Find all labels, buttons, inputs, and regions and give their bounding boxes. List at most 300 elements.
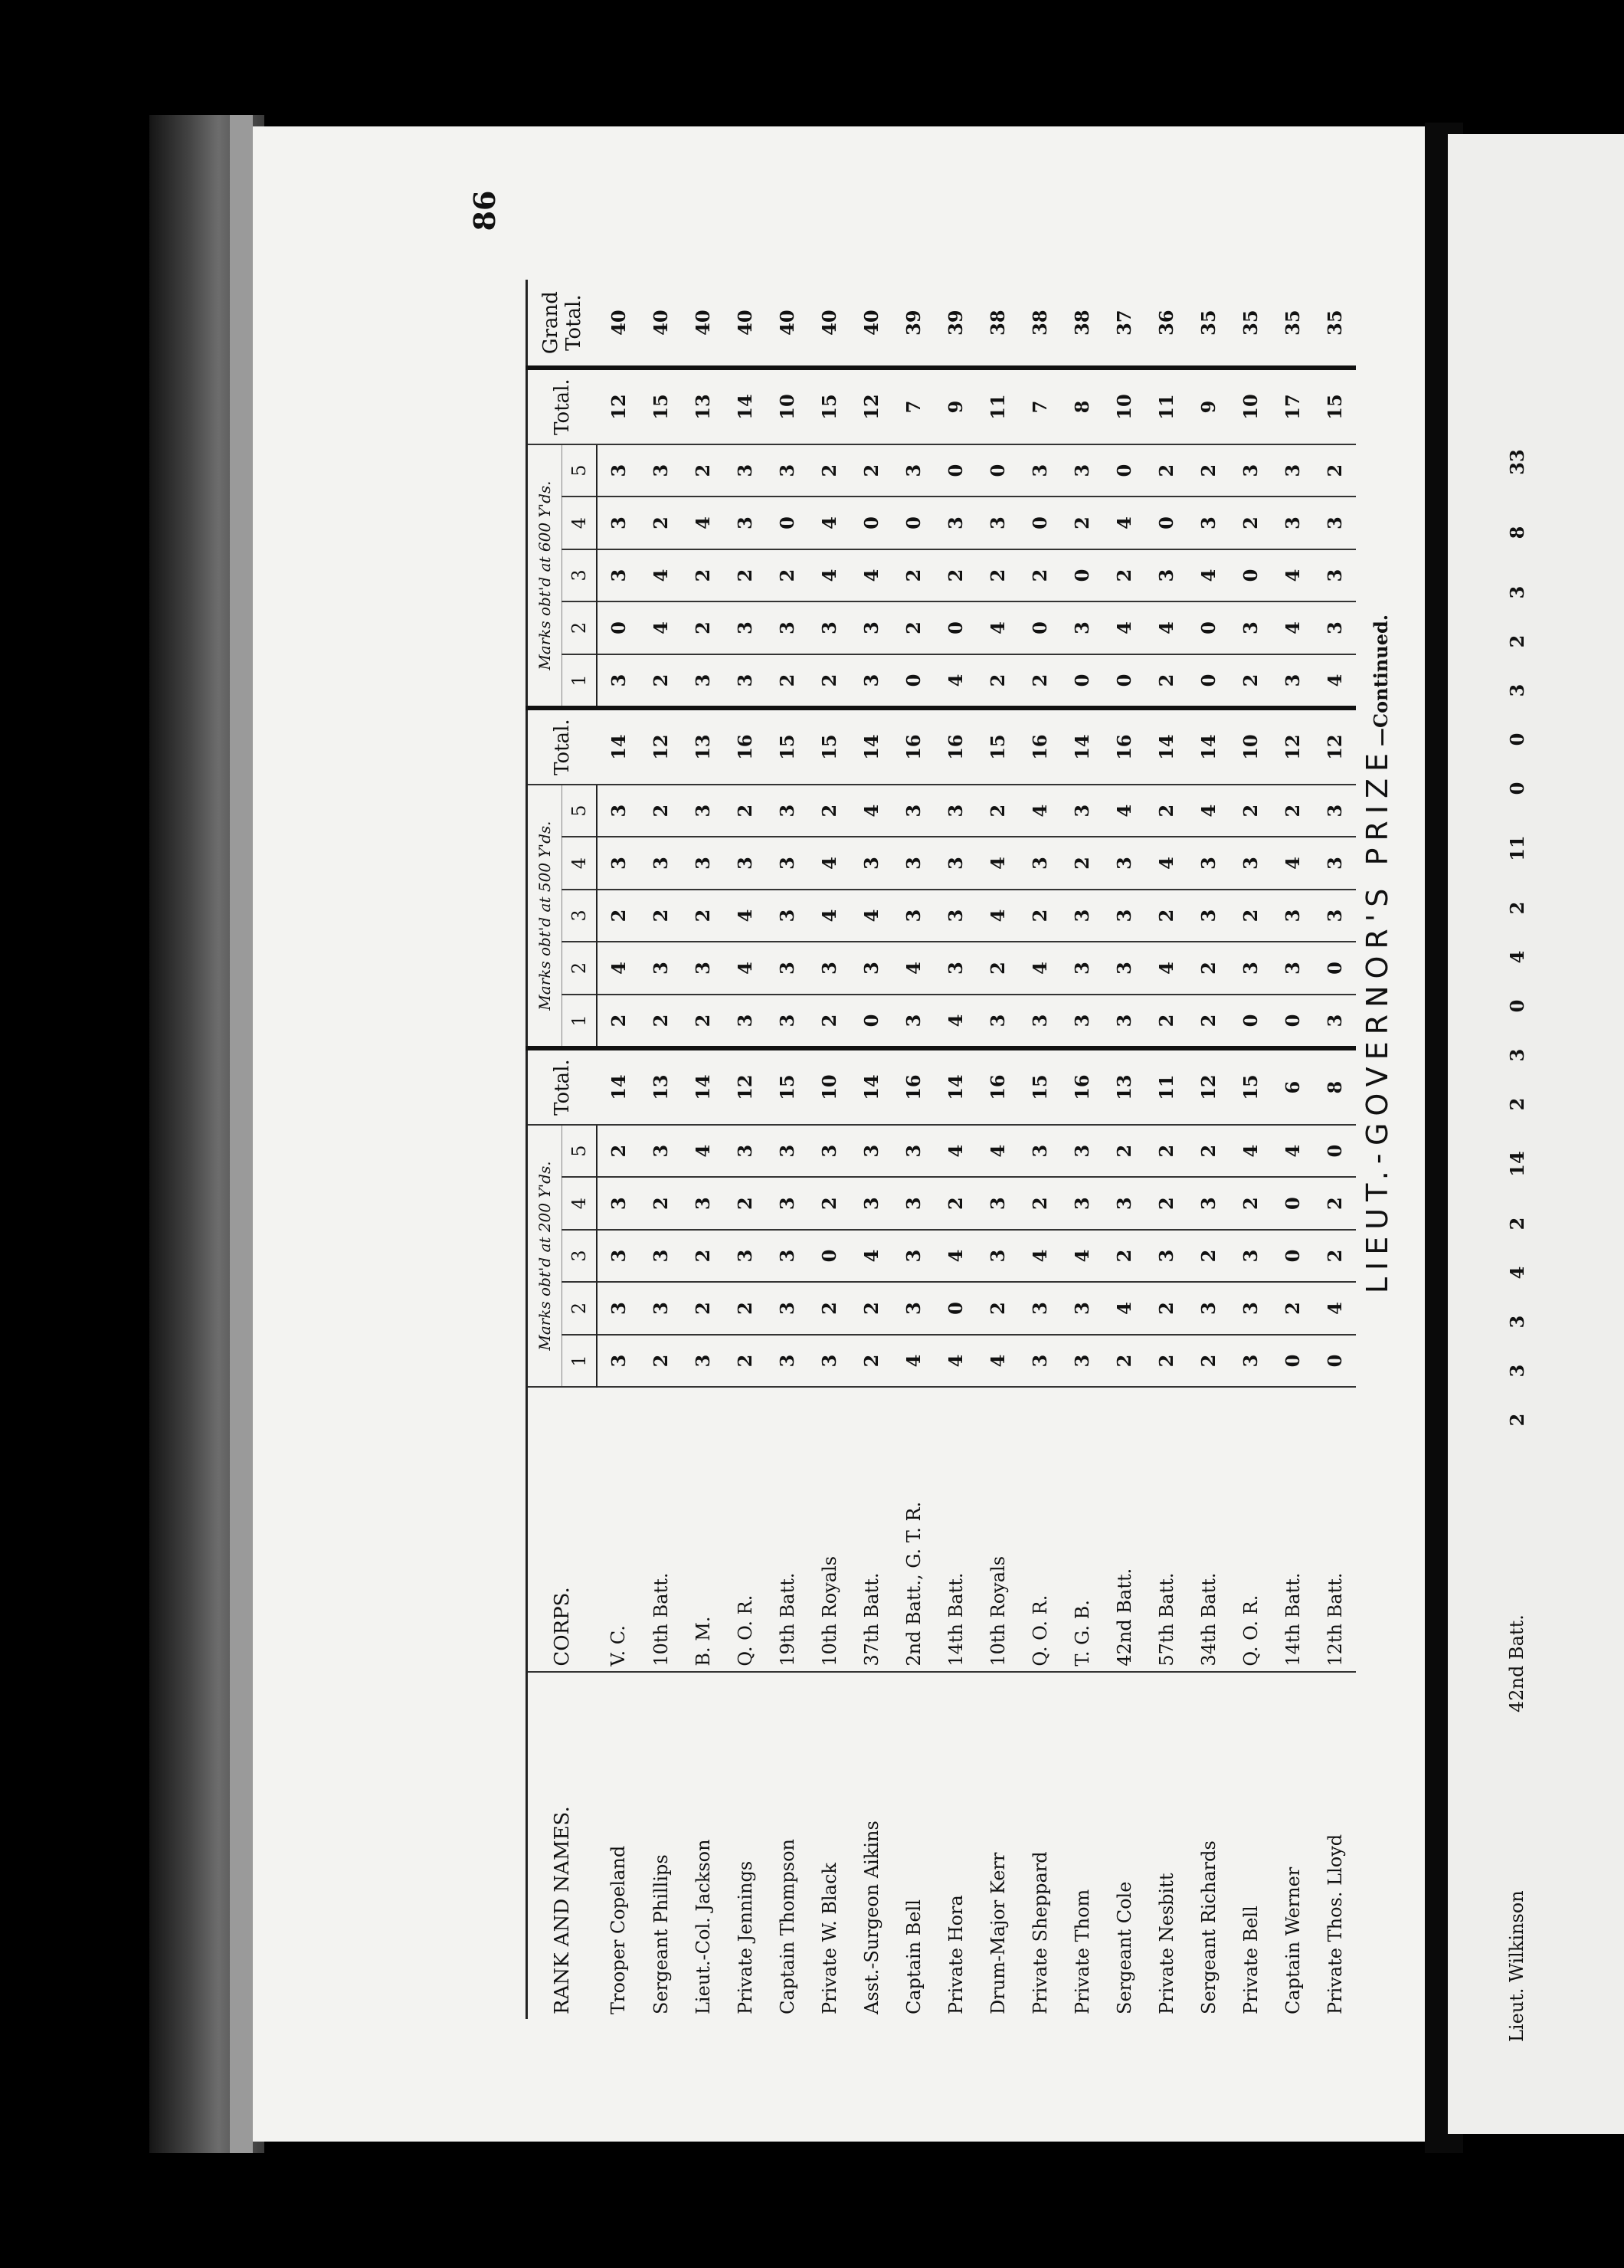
score-600-cell: 3 (935, 497, 977, 549)
table-row (1019, 280, 1061, 2019)
score-600-cell: 3 (1314, 601, 1356, 654)
score-600-cell: 3 (1061, 601, 1103, 654)
score-200-cell: 2 (1505, 1217, 1528, 1231)
score-600-cell: 0 (1103, 444, 1145, 497)
corps-cell: 42nd Batt. (1103, 1387, 1145, 1671)
total-500-cell: 12 (640, 708, 682, 785)
total-200-cell: 16 (977, 1048, 1019, 1125)
total-500-cell: 10 (1229, 708, 1272, 785)
title-text: LIEUT.-GOVERNOR'S PRIZE (1360, 746, 1394, 1294)
score-600-cell: 4 (977, 601, 1019, 654)
score-500-cell: 3 (850, 837, 892, 889)
score-200-cell: 3 (640, 1282, 682, 1334)
score-600-cell: 2 (682, 549, 724, 601)
score-200-cell: 3 (682, 1335, 724, 1387)
total-200-cell: 14 (1505, 1151, 1528, 1177)
total-600-cell: 10 (1229, 368, 1272, 444)
grand-total-cell: 39 (892, 280, 935, 368)
score-200-cell: 0 (935, 1282, 977, 1334)
shot-header: 5 (562, 1125, 598, 1177)
score-600-cell: 4 (1145, 601, 1187, 654)
score-500-cell: 3 (1505, 1048, 1528, 1062)
score-600-cell: 0 (935, 444, 977, 497)
score-600-cell: 0 (1187, 601, 1229, 654)
score-200-cell: 3 (850, 1177, 892, 1229)
score-600-cell: 2 (977, 549, 1019, 601)
score-600-cell: 3 (766, 601, 808, 654)
score-200-cell: 4 (1019, 1230, 1061, 1282)
score-200-cell: 3 (1061, 1282, 1103, 1334)
rank-name-cell: Sergeant Richards (1197, 1840, 1220, 2014)
col-range-600: Marks obt'd at 600 Y'ds. (527, 444, 562, 708)
score-600-cell: 3 (1229, 601, 1272, 654)
score-500-cell: 3 (1314, 995, 1356, 1049)
score-200-cell: 3 (1229, 1230, 1272, 1282)
score-600-cell: 0 (892, 497, 935, 549)
score-500-cell: 2 (977, 785, 1019, 837)
total-600-cell: 17 (1272, 368, 1314, 444)
total-200-cell: 15 (1229, 1048, 1272, 1125)
score-500-cell: 3 (1187, 890, 1229, 942)
score-200-cell: 2 (1103, 1230, 1145, 1282)
score-600-cell: 3 (892, 444, 935, 497)
score-500-cell: 4 (1019, 785, 1061, 837)
score-500-cell: 4 (1145, 942, 1187, 994)
rank-name-cell: Trooper Copeland (607, 1845, 629, 2014)
score-600-cell: 3 (850, 601, 892, 654)
corps-cell: V. C. (597, 1387, 640, 1671)
score-600-cell: 3 (1272, 654, 1314, 709)
rank-name-cell: Captain Werner (1282, 1867, 1304, 2014)
score-500-cell: 3 (1103, 942, 1145, 994)
total-200-cell: 15 (766, 1048, 808, 1125)
total-500-cell: 12 (1272, 708, 1314, 785)
shot-header: 5 (562, 785, 598, 837)
score-600-cell: 0 (1061, 549, 1103, 601)
total-200-cell: 14 (682, 1048, 724, 1125)
score-500-cell: 3 (1061, 890, 1103, 942)
score-200-cell: 2 (1145, 1177, 1187, 1229)
rank-name-cell: Asst.-Surgeon Aikins (860, 1821, 882, 2014)
score-600-cell: 2 (766, 549, 808, 601)
grand-total-cell: 40 (640, 280, 682, 368)
score-500-cell: 2 (1019, 890, 1061, 942)
col-range-200: Marks obt'd at 200 Y'ds. (527, 1125, 562, 1387)
score-600-cell: 3 (640, 444, 682, 497)
score-500-cell: 2 (597, 995, 640, 1049)
table-row (892, 280, 935, 2019)
score-500-cell: 3 (766, 995, 808, 1049)
total-600-cell: 7 (1019, 368, 1061, 444)
score-500-cell: 3 (935, 942, 977, 994)
score-600-cell: 3 (1061, 444, 1103, 497)
total-600-cell: 9 (935, 368, 977, 444)
total-500-cell: 16 (1019, 708, 1061, 785)
shot-header: 3 (562, 1230, 598, 1282)
score-200-cell: 3 (640, 1230, 682, 1282)
score-600-cell: 3 (977, 497, 1019, 549)
score-200-cell: 2 (597, 1125, 640, 1177)
table-row (977, 280, 1019, 2019)
score-600-cell: 3 (724, 601, 766, 654)
shot-header: 4 (562, 837, 598, 889)
table-row (1229, 280, 1272, 2019)
grand-total-cell: 40 (850, 280, 892, 368)
total-600-cell: 8 (1061, 368, 1103, 444)
score-600-cell: 2 (892, 549, 935, 601)
score-500-cell: 4 (1145, 837, 1187, 889)
score-600-cell: 2 (640, 497, 682, 549)
score-500-cell: 3 (682, 785, 724, 837)
score-600-cell: 3 (597, 444, 640, 497)
score-600-cell: 2 (640, 654, 682, 709)
score-200-cell: 4 (1103, 1282, 1145, 1334)
score-500-cell: 4 (808, 837, 850, 889)
table-row (640, 280, 682, 2019)
score-200-cell: 3 (892, 1230, 935, 1282)
grand-total-cell: 40 (597, 280, 640, 368)
score-500-cell: 0 (850, 995, 892, 1049)
grand-total-cell: 36 (1145, 280, 1187, 368)
total-500-cell: 16 (1103, 708, 1145, 785)
score-500-cell: 3 (1103, 995, 1145, 1049)
shot-header: 2 (562, 601, 598, 654)
total-500-cell: 15 (808, 708, 850, 785)
score-200-cell: 3 (1019, 1125, 1061, 1177)
corps-cell: 2nd Batt., G. T. R. (892, 1387, 935, 1671)
table-row (1187, 280, 1229, 2019)
score-600-cell: 4 (682, 497, 724, 549)
score-500-cell: 3 (1103, 890, 1145, 942)
score-200-cell: 3 (1019, 1335, 1061, 1387)
table-row (1272, 280, 1314, 2019)
score-500-cell: 2 (640, 890, 682, 942)
score-500-cell: 4 (850, 785, 892, 837)
grand-total-cell: 40 (682, 280, 724, 368)
total-600-cell: 12 (597, 368, 640, 444)
score-600-cell: 3 (1145, 549, 1187, 601)
score-500-cell: 2 (640, 785, 682, 837)
score-200-cell: 3 (1061, 1125, 1103, 1177)
corps-cell: 10th Royals (977, 1387, 1019, 1671)
score-200-cell: 2 (1505, 1413, 1528, 1427)
score-500-cell: 2 (682, 890, 724, 942)
total-600-cell: 12 (850, 368, 892, 444)
score-500-cell: 3 (935, 890, 977, 942)
rank-name-cell: Private Jennings (734, 1860, 756, 2014)
total-500-cell: 16 (935, 708, 977, 785)
score-200-cell: 2 (1145, 1125, 1187, 1177)
score-500-cell: 3 (1061, 942, 1103, 994)
score-200-cell: 4 (1061, 1230, 1103, 1282)
total-600-cell: 10 (766, 368, 808, 444)
score-200-cell: 0 (1272, 1177, 1314, 1229)
total-500-cell: 12 (1314, 708, 1356, 785)
grand-total-cell: 35 (1314, 280, 1356, 368)
grand-total-cell: 40 (766, 280, 808, 368)
score-500-cell: 2 (1229, 890, 1272, 942)
score-200-cell: 2 (724, 1177, 766, 1229)
score-500-cell: 3 (935, 837, 977, 889)
corps-cell: Q. O. R. (1229, 1387, 1272, 1671)
score-500-cell: 2 (808, 785, 850, 837)
score-500-cell: 4 (724, 890, 766, 942)
table-row (597, 280, 640, 2019)
score-500-cell: 3 (1187, 837, 1229, 889)
score-600-cell: 2 (766, 654, 808, 709)
shot-header: 2 (562, 942, 598, 994)
score-600-cell: 0 (1505, 733, 1528, 746)
score-500-cell: 2 (1272, 785, 1314, 837)
score-600-cell: 2 (1314, 444, 1356, 497)
score-600-cell: 2 (1019, 654, 1061, 709)
score-500-cell: 3 (892, 995, 935, 1049)
score-500-cell: 2 (724, 785, 766, 837)
score-200-cell: 2 (808, 1177, 850, 1229)
score-600-cell: 3 (1272, 444, 1314, 497)
score-500-cell: 4 (977, 890, 1019, 942)
score-600-cell: 2 (682, 601, 724, 654)
corps-cell: B. M. (682, 1387, 724, 1671)
score-500-cell: 3 (1314, 785, 1356, 837)
score-600-cell: 3 (724, 654, 766, 709)
score-200-cell: 3 (766, 1282, 808, 1334)
score-500-cell: 4 (977, 837, 1019, 889)
score-600-cell: 3 (597, 549, 640, 601)
score-500-cell: 4 (850, 890, 892, 942)
table-row (1103, 280, 1145, 2019)
total-200-cell: 11 (1145, 1048, 1187, 1125)
score-500-cell: 2 (1187, 942, 1229, 994)
table-row (935, 280, 977, 2019)
score-200-cell: 3 (766, 1230, 808, 1282)
rank-name-cell: Private Thos. Lloyd (1324, 1834, 1346, 2014)
table-row (808, 280, 850, 2019)
total-500-cell: 15 (766, 708, 808, 785)
score-500-cell: 3 (1019, 995, 1061, 1049)
score-200-cell: 3 (977, 1230, 1019, 1282)
score-600-cell: 3 (1505, 585, 1528, 599)
score-500-cell: 3 (1272, 890, 1314, 942)
score-600-cell: 3 (1314, 549, 1356, 601)
score-200-cell: 2 (640, 1335, 682, 1387)
rank-name-cell: Private Hora (945, 1895, 967, 2014)
score-200-cell: 3 (808, 1335, 850, 1387)
score-600-cell: 4 (1187, 549, 1229, 601)
score-200-cell: 3 (1145, 1230, 1187, 1282)
score-200-cell: 3 (597, 1230, 640, 1282)
col-grand-total: Grand Total. (527, 280, 598, 368)
score-200-cell: 3 (1505, 1364, 1528, 1378)
rank-name-cell: Private Thom (1071, 1889, 1093, 2014)
grand-total-cell: 35 (1272, 280, 1314, 368)
grand-total-cell: 39 (935, 280, 977, 368)
score-500-cell: 3 (892, 785, 935, 837)
score-500-cell: 3 (1314, 890, 1356, 942)
score-200-cell: 4 (935, 1335, 977, 1387)
score-500-cell: 2 (597, 890, 640, 942)
score-500-cell: 3 (640, 942, 682, 994)
score-600-cell: 0 (935, 601, 977, 654)
score-600-cell: 4 (935, 654, 977, 709)
score-500-cell: 0 (1314, 942, 1356, 994)
total-600-cell: 8 (1505, 526, 1528, 539)
score-500-cell: 3 (892, 890, 935, 942)
score-600-cell: 3 (724, 497, 766, 549)
total-200-cell: 12 (724, 1048, 766, 1125)
corps-cell: 14th Batt. (1272, 1387, 1314, 1671)
total-600-cell: 11 (1145, 368, 1187, 444)
score-200-cell: 2 (724, 1282, 766, 1334)
score-600-cell: 0 (1103, 654, 1145, 709)
corps-cell: 34th Batt. (1187, 1387, 1229, 1671)
score-600-cell: 2 (892, 601, 935, 654)
grand-total-cell: 38 (1019, 280, 1061, 368)
shot-header: 1 (562, 1335, 598, 1387)
total-600-cell: 10 (1103, 368, 1145, 444)
total-500-cell: 13 (682, 708, 724, 785)
score-600-cell: 3 (1229, 444, 1272, 497)
score-500-cell: 3 (1314, 837, 1356, 889)
rank-name-cell: Private Nesbitt (1155, 1873, 1177, 2014)
total-600-cell: 15 (808, 368, 850, 444)
total-200-cell: 14 (850, 1048, 892, 1125)
score-600-cell: 2 (724, 549, 766, 601)
rank-name-cell: Private W. Black (818, 1863, 840, 2014)
score-500-cell: 3 (1229, 942, 1272, 994)
score-200-cell: 2 (1019, 1177, 1061, 1229)
score-500-cell: 3 (597, 837, 640, 889)
score-200-cell: 3 (1187, 1177, 1229, 1229)
rank-name-cell: Sergeant Cole (1113, 1881, 1135, 2014)
corps-cell: 10th Royals (808, 1387, 850, 1671)
col-total-500: Total. (527, 708, 598, 785)
score-500-cell: 4 (935, 995, 977, 1049)
score-200-cell: 2 (935, 1177, 977, 1229)
score-600-cell: 3 (1505, 683, 1528, 697)
table-row (850, 280, 892, 2019)
corps-cell: 57th Batt. (1145, 1387, 1187, 1671)
score-500-cell: 4 (1187, 785, 1229, 837)
score-600-cell: 3 (1187, 497, 1229, 549)
score-600-cell: 4 (1103, 601, 1145, 654)
score-600-cell: 3 (597, 654, 640, 709)
score-600-cell: 4 (1314, 654, 1356, 709)
shot-header: 5 (562, 444, 598, 497)
score-200-cell: 4 (850, 1230, 892, 1282)
score-600-cell: 3 (597, 497, 640, 549)
corps-cell: 10th Batt. (640, 1387, 682, 1671)
score-200-cell: 3 (597, 1335, 640, 1387)
score-500-cell: 3 (1229, 837, 1272, 889)
score-600-cell: 0 (1019, 497, 1061, 549)
score-500-cell: 2 (1145, 890, 1187, 942)
page-87-partial (1448, 134, 1624, 2134)
total-200-cell: 13 (640, 1048, 682, 1125)
score-500-cell: 3 (597, 785, 640, 837)
score-500-cell: 3 (766, 942, 808, 994)
total-600-cell: 11 (977, 368, 1019, 444)
table-row (682, 280, 724, 2019)
total-200-cell: 16 (892, 1048, 935, 1125)
score-500-cell: 4 (892, 942, 935, 994)
total-200-cell: 10 (808, 1048, 850, 1125)
score-600-cell: 3 (808, 601, 850, 654)
total-600-cell: 15 (640, 368, 682, 444)
score-200-cell: 4 (935, 1125, 977, 1177)
score-500-cell: 3 (682, 837, 724, 889)
score-600-cell: 2 (808, 444, 850, 497)
corps-cell: Q. O. R. (1019, 1387, 1061, 1671)
score-200-cell: 4 (977, 1335, 1019, 1387)
total-200-cell: 8 (1314, 1048, 1356, 1125)
score-500-cell: 0 (1229, 995, 1272, 1049)
shot-header: 1 (562, 654, 598, 709)
header-row-top (527, 280, 562, 2019)
score-600-cell: 3 (682, 654, 724, 709)
score-600-cell: 4 (1272, 549, 1314, 601)
score-500-cell: 3 (1272, 942, 1314, 994)
score-200-cell: 3 (640, 1125, 682, 1177)
score-500-cell: 3 (1019, 837, 1061, 889)
score-200-cell: 3 (892, 1177, 935, 1229)
score-500-cell: 3 (766, 837, 808, 889)
score-200-cell: 2 (1145, 1282, 1187, 1334)
score-500-cell: 3 (766, 890, 808, 942)
rank-name-cell: Sergeant Phillips (650, 1854, 672, 2014)
score-500-cell: 2 (1229, 785, 1272, 837)
total-600-cell: 15 (1314, 368, 1356, 444)
score-600-cell: 2 (1505, 634, 1528, 648)
score-600-cell: 0 (1229, 549, 1272, 601)
score-200-cell: 3 (1019, 1282, 1061, 1334)
grand-total-cell: 37 (1103, 280, 1145, 368)
score-600-cell: 4 (850, 549, 892, 601)
score-600-cell: 4 (1272, 601, 1314, 654)
score-600-cell: 4 (1103, 497, 1145, 549)
score-600-cell: 3 (1272, 497, 1314, 549)
score-200-cell: 4 (892, 1335, 935, 1387)
total-500-cell: 16 (892, 708, 935, 785)
page-86 (253, 126, 1425, 2142)
shot-header: 3 (562, 890, 598, 942)
score-500-cell: 4 (1019, 942, 1061, 994)
score-500-cell: 3 (766, 785, 808, 837)
score-200-cell: 3 (766, 1335, 808, 1387)
shot-header: 4 (562, 497, 598, 549)
score-600-cell: 3 (766, 444, 808, 497)
shot-header: 1 (562, 995, 598, 1049)
score-200-cell: 3 (977, 1177, 1019, 1229)
score-600-cell: 3 (724, 444, 766, 497)
rank-name-cell: Captain Bell (902, 1899, 925, 2014)
total-500-cell: 14 (1187, 708, 1229, 785)
col-range-500: Marks obt'd at 500 Y'ds. (527, 785, 562, 1048)
score-600-cell: 0 (1061, 654, 1103, 709)
score-200-cell: 3 (1103, 1177, 1145, 1229)
grand-total-cell: 40 (724, 280, 766, 368)
score-200-cell: 0 (1272, 1230, 1314, 1282)
page-title (1360, 188, 1394, 1720)
score-200-cell: 4 (935, 1230, 977, 1282)
score-500-cell: 3 (808, 942, 850, 994)
score-200-cell: 2 (724, 1335, 766, 1387)
score-200-cell: 0 (1314, 1125, 1356, 1177)
shot-header: 2 (562, 1282, 598, 1334)
score-600-cell: 2 (1145, 444, 1187, 497)
next-page-row (1471, 203, 1563, 2042)
score-500-cell: 0 (1505, 999, 1528, 1013)
